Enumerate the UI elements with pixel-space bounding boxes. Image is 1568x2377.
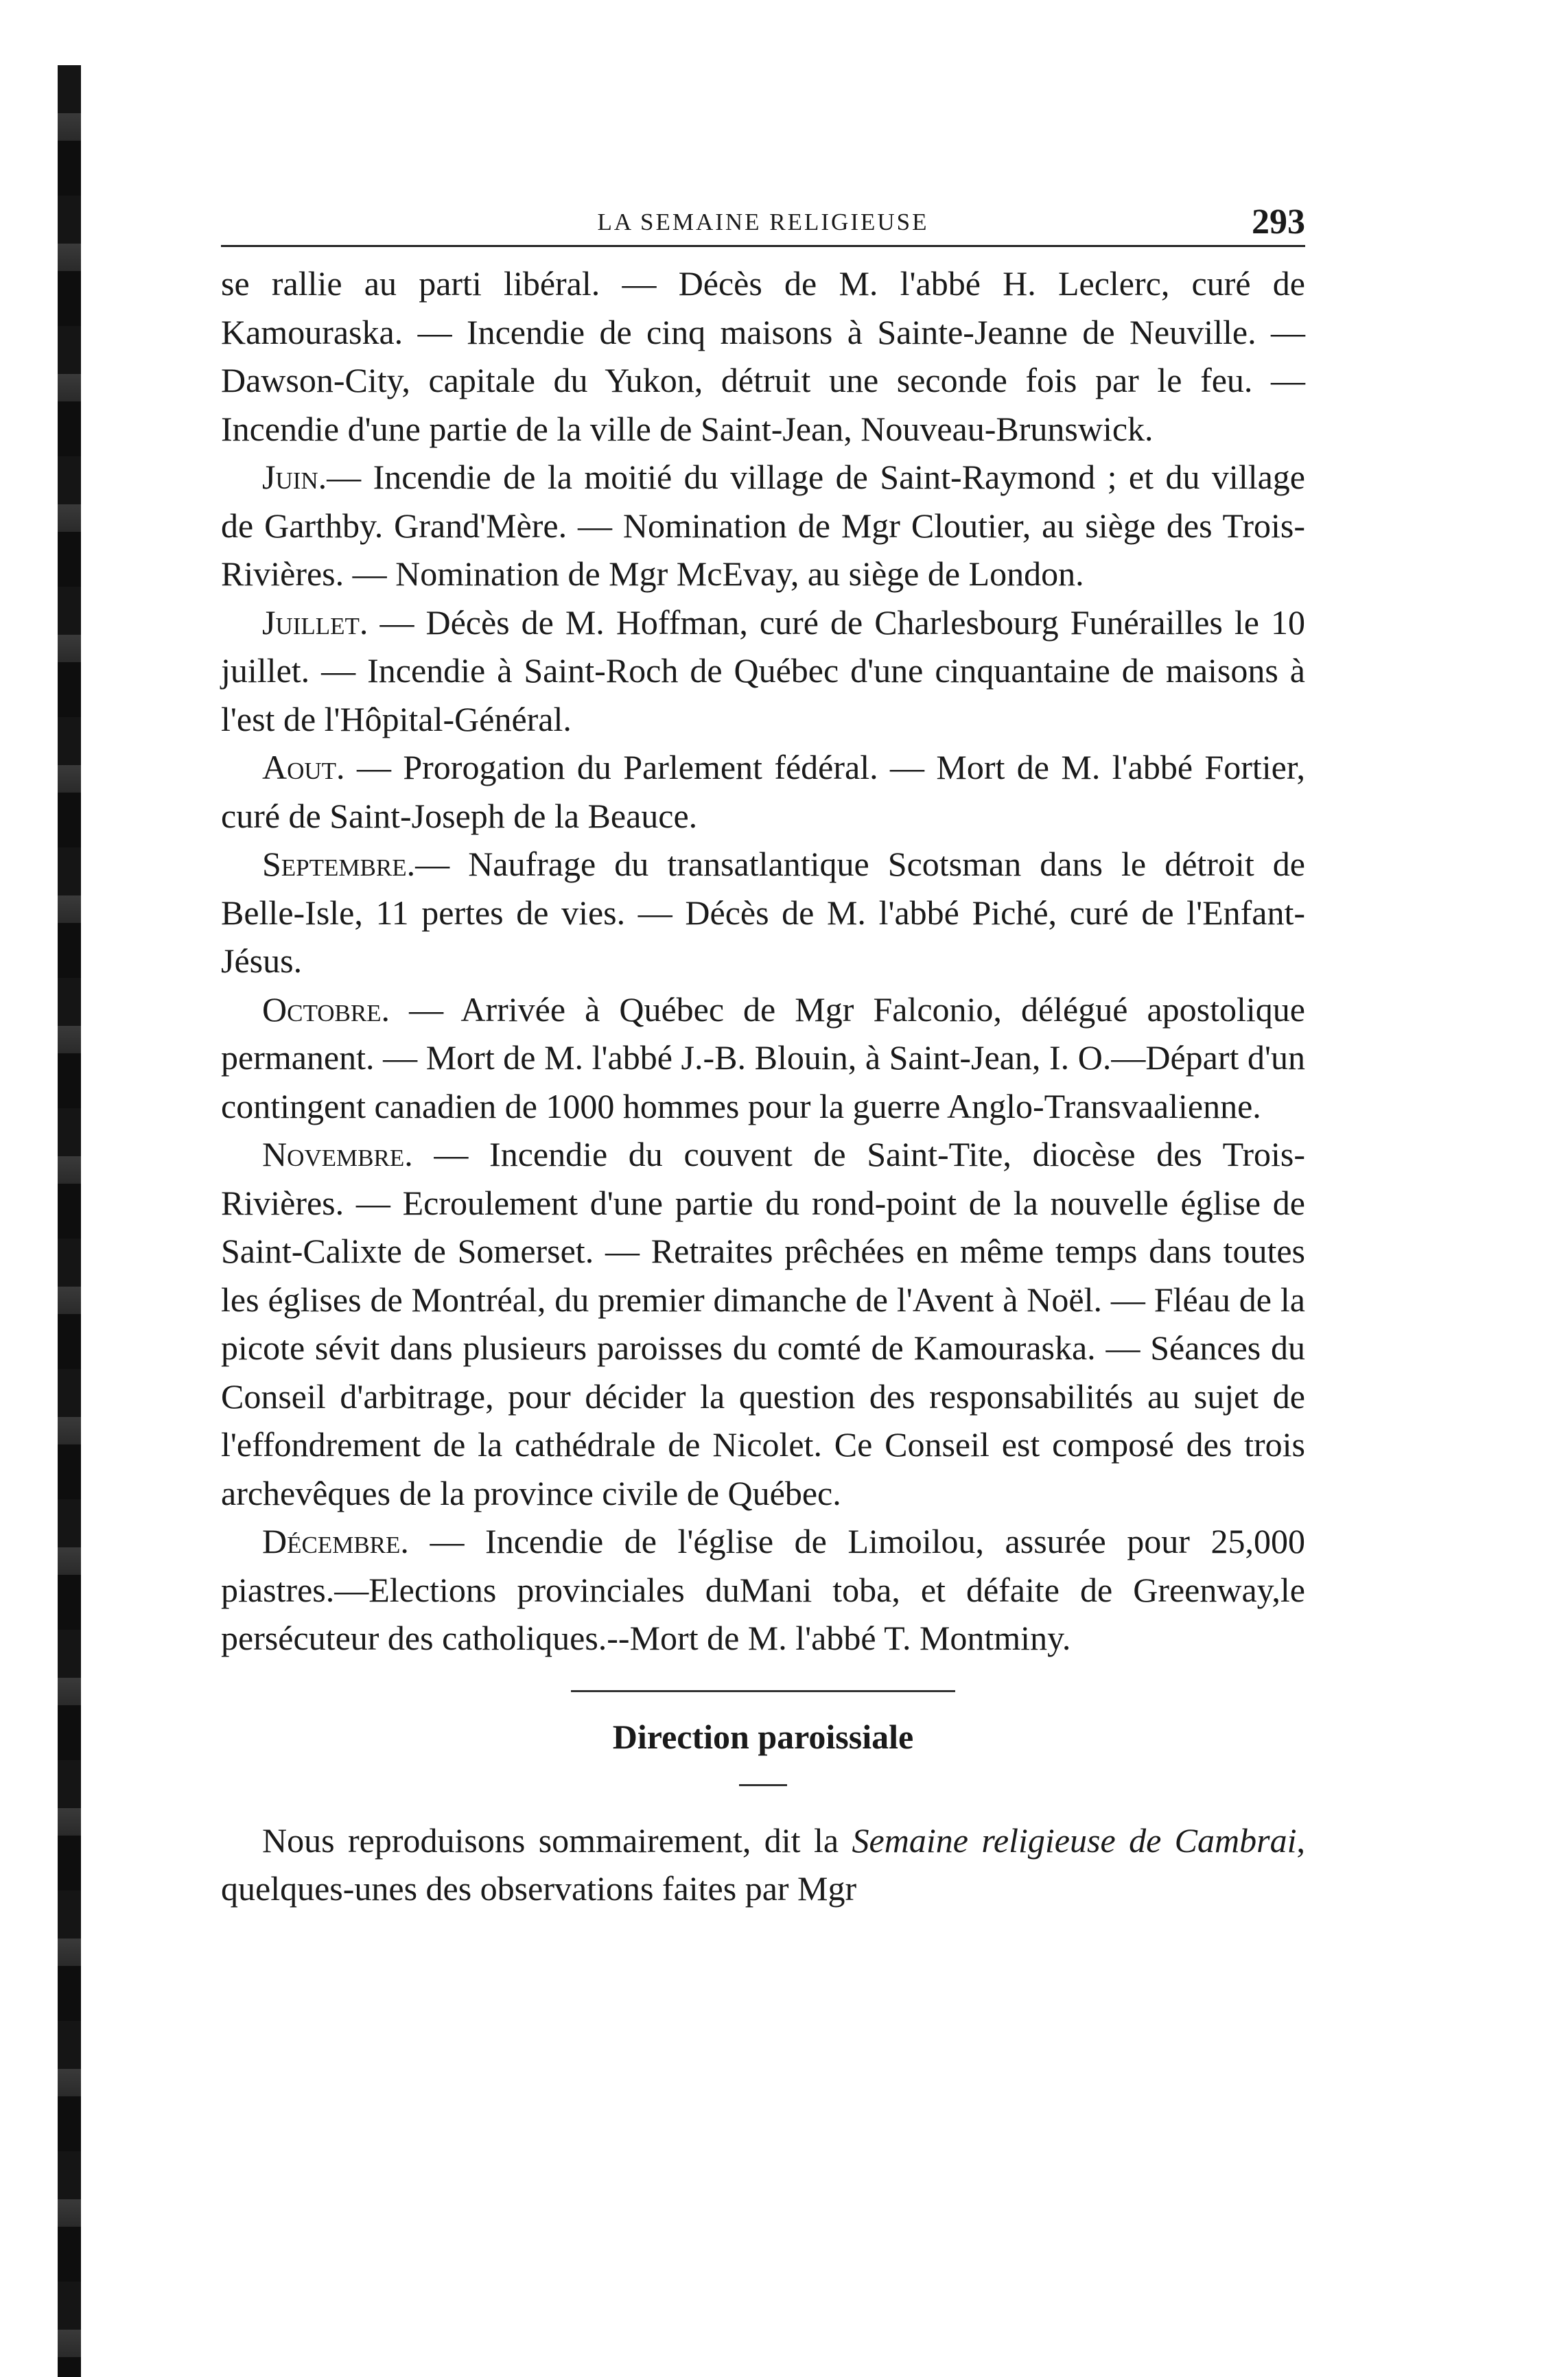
entry-text: — Prorogation du Parlement fédéral. — Mort de M. l'abbé Fortier, curé de Saint-Joseph de la Beauce. <box>221 748 1305 835</box>
page-content <box>221 202 1305 1913</box>
header-rule <box>221 245 1305 247</box>
entry-text: — Incendie de la moitié du village de Saint-Raymond ; et du village de Garthby. Grand'Mère. — Nomination de Mgr Cloutier, au siège des Trois-Rivières. — Nomination de Mgr McEvay, au siège de London. <box>221 458 1305 593</box>
intro-text-2: , quelques-unes des observations faites par Mgr <box>221 1820 1305 1908</box>
publication-title: Semaine religieuse de Cambrai <box>852 1820 1297 1860</box>
entry-text: — Décès de M. Hoffman, curé de Charlesbourg Funérailles le 10 juillet. — Incendie à Saint-Roch de Québec d'une cinquantaine de maisons à l'est de l'Hôpital-Général. <box>221 602 1305 738</box>
page-number: 293 <box>1252 202 1305 242</box>
month-label: Juin. <box>262 458 327 496</box>
month-label: Octobre. <box>262 990 390 1029</box>
month-label: Novembre. <box>262 1135 413 1173</box>
section-title: Direction paroissiale <box>612 1717 914 1756</box>
entry-text: — Incendie du couvent de Saint-Tite, diocèse des Trois-Rivières. — Ecroulement d'une partie du rond-point de la nouvelle église de Saint-Calixte de Somerset. — Retraites prêchées en même temps dans toutes les églises de Montréal, du premier dimanche de l'Avent à Noël. — Fléau de la picote sévit dans plusieurs paroisses du comté de Kamouraska. — Séances du Conseil d'arbitrage, pour décider la question des responsabilités au sujet de l'effondrement de la cathédrale de Nicolet. Ce Conseil est composé des trois archevêques de la province civile de Québec. <box>221 1135 1305 1512</box>
chronicle-entry-octobre <box>221 985 1305 1131</box>
section-intro-paragraph <box>221 1816 1305 1913</box>
month-label: Septembre. <box>262 845 416 883</box>
book-binding-edge <box>58 65 81 2377</box>
chronicle-entry-novembre <box>221 1130 1305 1517</box>
chronicle-entry-juin <box>221 453 1305 598</box>
month-label: Aout. <box>262 748 345 786</box>
short-divider-rule <box>739 1784 787 1786</box>
running-title: LA SEMAINE RELIGIEUSE <box>597 209 929 235</box>
chronicle-entry-decembre <box>221 1517 1305 1663</box>
running-header <box>221 202 1305 247</box>
intro-text-1: Nous reproduisons sommairement, dit la <box>262 1820 852 1860</box>
entry-text: — Naufrage du transatlantique Scotsman dans le détroit de Belle-Isle, 11 pertes de vies. — Décès de M. l'abbé Piché, curé de l'Enfant-Jésus. <box>221 845 1305 980</box>
entry-text: — Incendie de l'église de Limoilou, assurée pour 25,000 piastres.—Elections provinciales duMani toba, et défaite de Greenway,le persécuteur des catholiques.--Mort de M. l'abbé T. Montminy. <box>221 1522 1305 1657</box>
chronicle-entry-juillet <box>221 598 1305 744</box>
chronicle-entry-septembre <box>221 840 1305 985</box>
month-label: Décembre. <box>262 1522 409 1560</box>
entry-text: — Arrivée à Québec de Mgr Falconio, délégué apostolique permanent. — Mort de M. l'abbé J.-B. Blouin, à Saint-Jean, I. O.—Départ d'un contingent canadien de 1000 hommes pour la guerre Anglo-Transvaalienne. <box>221 990 1305 1125</box>
chronicle-entry-aout <box>221 743 1305 840</box>
month-label: Juillet. <box>262 602 368 642</box>
section-divider-rule <box>571 1690 955 1692</box>
chronicle-intro-paragraph: se rallie au parti libéral. — Décès de M. l'abbé H. Leclerc, curé de Kamouraska. — Incendie de cinq maisons à Sainte-Jeanne de Neuville. — Dawson-City, capitale du Yukon, détruit une seconde fois par le feu. — Incendie d'une partie de la ville de Saint-Jean, Nouveau-Brunswick. <box>221 264 1305 448</box>
